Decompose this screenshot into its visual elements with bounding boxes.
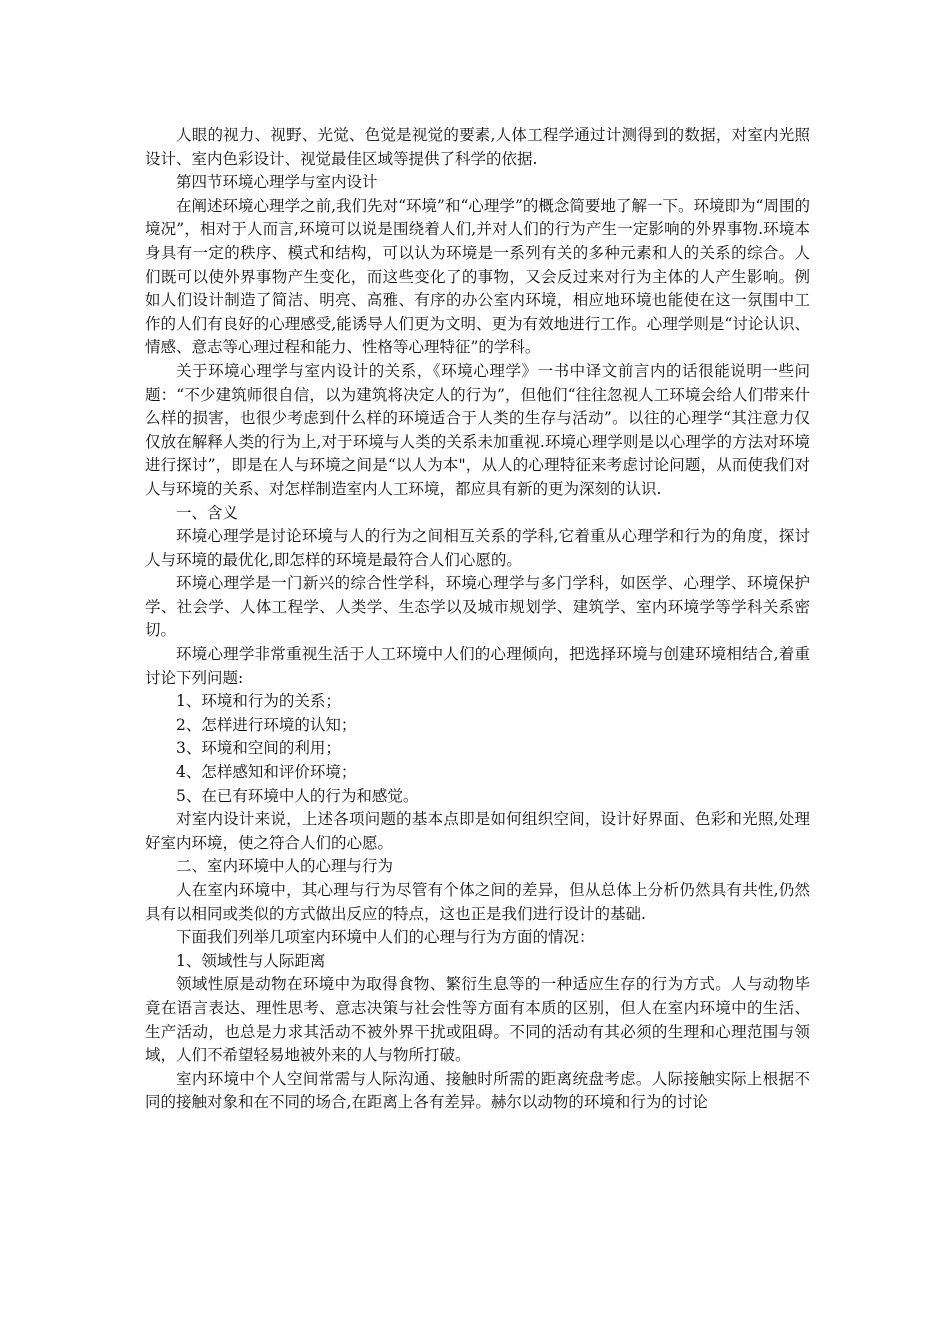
paragraph-interdisciplinary: 环境心理学是一门新兴的综合性学科，环境心理学与多门学科，如医学、心理学、环境保护学、社会学、人体工程学、人类学、生态学以及城市规划学、建筑学、室内环境学等学科关系密切。 — [145, 574, 810, 640]
paragraph-visual-elements: 人眼的视力、视野、光觉、色觉是视觉的要素,人体工程学通过计测得到的数据，对室内光照设计、室内色彩设计、视觉最佳区域等提供了科学的依据. — [145, 126, 810, 168]
section-heading: 第四节环境心理学与室内设计 — [176, 173, 378, 192]
subheading-psychology-behavior: 二、室内环境中人的心理与行为 — [176, 857, 394, 876]
subheading-territoriality: 1、领域性与人际距离 — [176, 951, 326, 970]
document-page — [145, 124, 810, 1115]
list-item: 2、怎样进行环境的认知； — [176, 715, 357, 734]
paragraph-personal-space: 室内环境中个人空间常需与人际沟通、接触时所需的距离统盘考虑。人际接触实际上根据不同的接触对象和在不同的场合,在距离上各有差异。赫尔以动物的环境和行为的讨论 — [145, 1069, 810, 1112]
paragraph-list-intro: 下面我们列举几项室内环境中人们的心理与行为方面的情况： — [176, 928, 595, 947]
paragraph-environment-definition: 在阐述环境心理学之前,我们先对“环境”和“心理学”的概念简要地了解一下。环境即为“周围的境况”，相对于人而言,环境可以说是围绕着人们,并对人们的行为产生一定影响的外界事物.环境本身具有一定的秩序、模式和结构，可以认为环境是一系列有关的多种元素和人的关系的综合。人们既可以使外界事物产生变化，而这些变化了的事物，又会反过来对行为主体的人产生影响。例如人们设计制造了简洁、明亮、高雅、有序的办公室内环境，相应地环境也能使在这一氛围中工作的人们有良好的心理感受,能诱导人们更为文明、更为有效地进行工作。心理学则是“讨论认识、情感、意志等心理过程和能力、性格等心理特征”的学科。 — [145, 196, 810, 357]
paragraph-focus-questions: 环境心理学非常重视生活于人工环境中人们的心理倾向，把选择环境与创建环境相结合,着重讨论下列问题: — [145, 645, 810, 687]
list-item: 3、环境和空间的利用； — [176, 739, 341, 758]
paragraph-territoriality: 领域性原是动物在环境中为取得食物、繁衍生息等的一种适应生存的行为方式。人与动物毕竟在语言表达、理性思考、意志决策与社会性等方面有本质的区别，但人在室内环境中的生活、生产活动，也总是力求其活动不被外界干扰或阻碍。不同的活动有其必须的生理和心理范围与领域，人们不希望轻易地被外来的人与物所打破。 — [145, 975, 810, 1065]
paragraph-relationship: 关于环境心理学与室内设计的关系，《环境心理学》一书中译文前言内的话很能说明一些问题：“不少建筑师很自信，以为建筑将决定人的行为”，但他们“往往忽视人工环境会给人们带来什么样的损害，也很少考虑到什么样的环境适合于人类的生存与活动”。以往的心理学“其注意力仅仅放在解释人类的行为上,对于环境与人类的关系未加重视.环境心理学则是以心理学的方法对环境进行探讨”，即是在人与环境之间是“以人为本"，从人的心理特征来考虑讨论问题，从而使我们对人与环境的关系、对怎样制造室内人工环境，都应具有新的更为深刻的认识. — [145, 361, 810, 498]
paragraph-commonality: 人在室内环境中，其心理与行为尽管有个体之间的差异，但从总体上分析仍然具有共性,仍然具有以相同或类似的方式做出反应的特点，这也正是我们进行设计的基础. — [145, 881, 810, 923]
list-item: 4、怎样感知和评价环境； — [176, 763, 357, 782]
paragraph-meaning: 环境心理学是讨论环境与人的行为之间相互关系的学科,它着重从心理学和行为的角度，探讨人与环境的最优化,即怎样的环境是最符合人们心愿的。 — [145, 527, 810, 569]
list-item: 5、在已有环境中人的行为和感觉。 — [176, 786, 419, 805]
subheading-meaning: 一、含义 — [176, 503, 239, 522]
list-item: 1、环境和行为的关系； — [176, 692, 341, 711]
paragraph-design-basis: 对室内设计来说，上述各项问题的基本点即是如何组织空间，设计好界面、色彩和光照,处理好室内环境，使之符合人们的心愿。 — [145, 810, 810, 852]
